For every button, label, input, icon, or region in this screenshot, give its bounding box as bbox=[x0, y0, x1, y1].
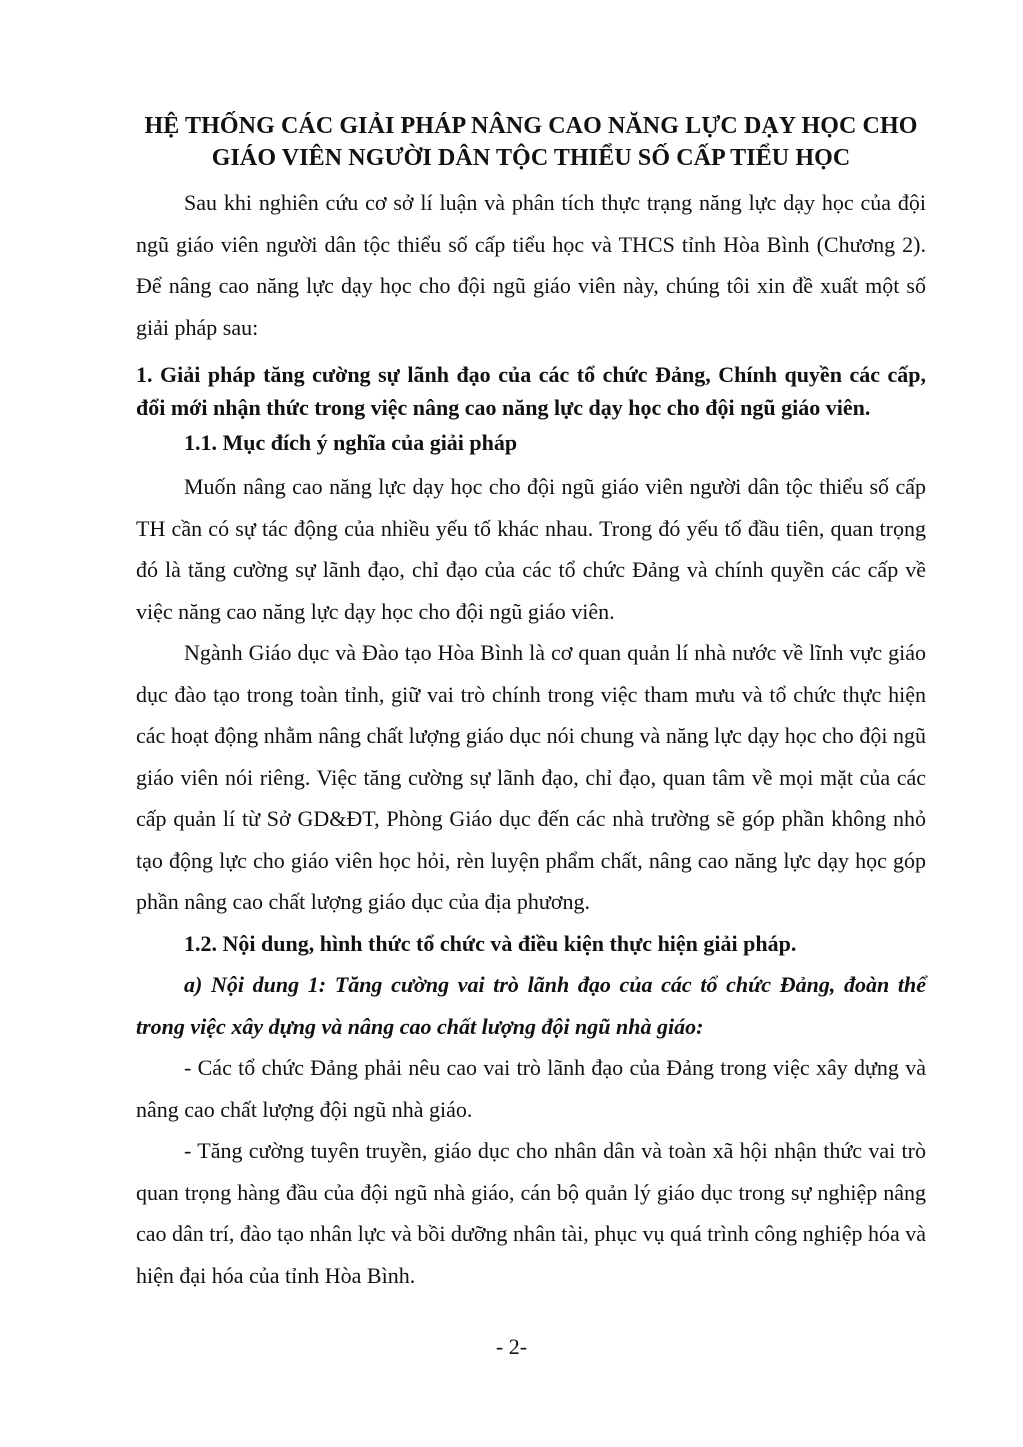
document-page bbox=[136, 110, 926, 1296]
document-title bbox=[136, 110, 926, 174]
subsection-1-1-heading: 1.1. Mục đích ý nghĩa của giải pháp bbox=[184, 430, 518, 455]
bullet-paragraph-2: - Tăng cường tuyên truyền, giáo dục cho nhân dân và toàn xã hội nhận thức vai trò quan trọng hàng đầu của đội ngũ nhà giáo, cán bộ quản lý giáo dục trong sự nghiệp nâng cao dân trí, đào tạo nhân lực và bồi dưỡng nhân tài, phục vụ quá trình công nghiệp hóa và hiện đại hóa của tỉnh Hòa Bình. bbox=[136, 1138, 926, 1288]
title-line-2: GIÁO VIÊN NGƯỜI DÂN TỘC THIỂU SỐ CẤP TIỂU HỌC bbox=[211, 145, 851, 171]
section-1-heading: 1. Giải pháp tăng cường sự lãnh đạo của các tổ chức Đảng, Chính quyền các cấp, đổi mới nhận thức trong việc nâng cao năng lực dạy học cho đội ngũ giáo viên. bbox=[136, 362, 926, 420]
subsection-1-2-heading: 1.2. Nội dung, hình thức tổ chức và điều kiện thực hiện giải pháp. bbox=[184, 930, 797, 956]
bullet-paragraph-1: - Các tổ chức Đảng phải nêu cao vai trò lãnh đạo của Đảng trong việc xây dựng và nâng cao chất lượng đội ngũ nhà giáo. bbox=[136, 1055, 926, 1122]
subsection-1-1-paragraph-1: Muốn nâng cao năng lực dạy học cho đội ngũ giáo viên người dân tộc thiểu số cấp TH cần có sự tác động của nhiều yếu tố khác nhau. Trong đó yếu tố đầu tiên, quan trọng đó là tăng cường sự lãnh đạo, chỉ đạo của các tổ chức Đảng và chính quyền các cấp về việc năng cao năng lực dạy học cho đội ngũ giáo viên. bbox=[136, 474, 926, 624]
title-line-1: HỆ THỐNG CÁC GIẢI PHÁP NÂNG CAO NĂNG LỰC DẠY HỌC CHO bbox=[144, 113, 918, 139]
subsection-1-1-paragraph-2: Ngành Giáo dục và Đào tạo Hòa Bình là cơ quan quản lí nhà nước về lĩnh vực giáo dục đào tạo trong toàn tỉnh, giữ vai trò chính trong việc tham mưu và tổ chức thực hiện các hoạt động nhằm nâng chất lượng giáo dục nói chung và năng lực dạy học cho đội ngũ giáo viên nói riêng. Việc tăng cường sự lãnh đạo, chỉ đạo, quan tâm về mọi mặt của các cấp quản lí từ Sở GD&ĐT, Phòng Giáo dục đến các nhà trường sẽ góp phần không nhỏ tạo động lực cho giáo viên học hỏi, rèn luyện phẩm chất, nâng cao năng lực dạy học góp phần nâng cao chất lượng giáo dục của địa phương. bbox=[136, 640, 926, 914]
content-1-heading: a) Nội dung 1: Tăng cường vai trò lãnh đạo của các tổ chức Đảng, đoàn thể trong việc xây dựng và nâng cao chất lượng đội ngũ nhà giáo: bbox=[136, 972, 926, 1039]
intro-paragraph: Sau khi nghiên cứu cơ sở lí luận và phân tích thực trạng năng lực dạy học của đội ngũ giáo viên người dân tộc thiểu số cấp tiểu học và THCS tỉnh Hòa Bình (Chương 2). Để nâng cao năng lực dạy học cho đội ngũ giáo viên này, chúng tôi xin đề xuất một số giải pháp sau: bbox=[136, 190, 926, 340]
page-number: - 2- bbox=[495, 1334, 528, 1359]
